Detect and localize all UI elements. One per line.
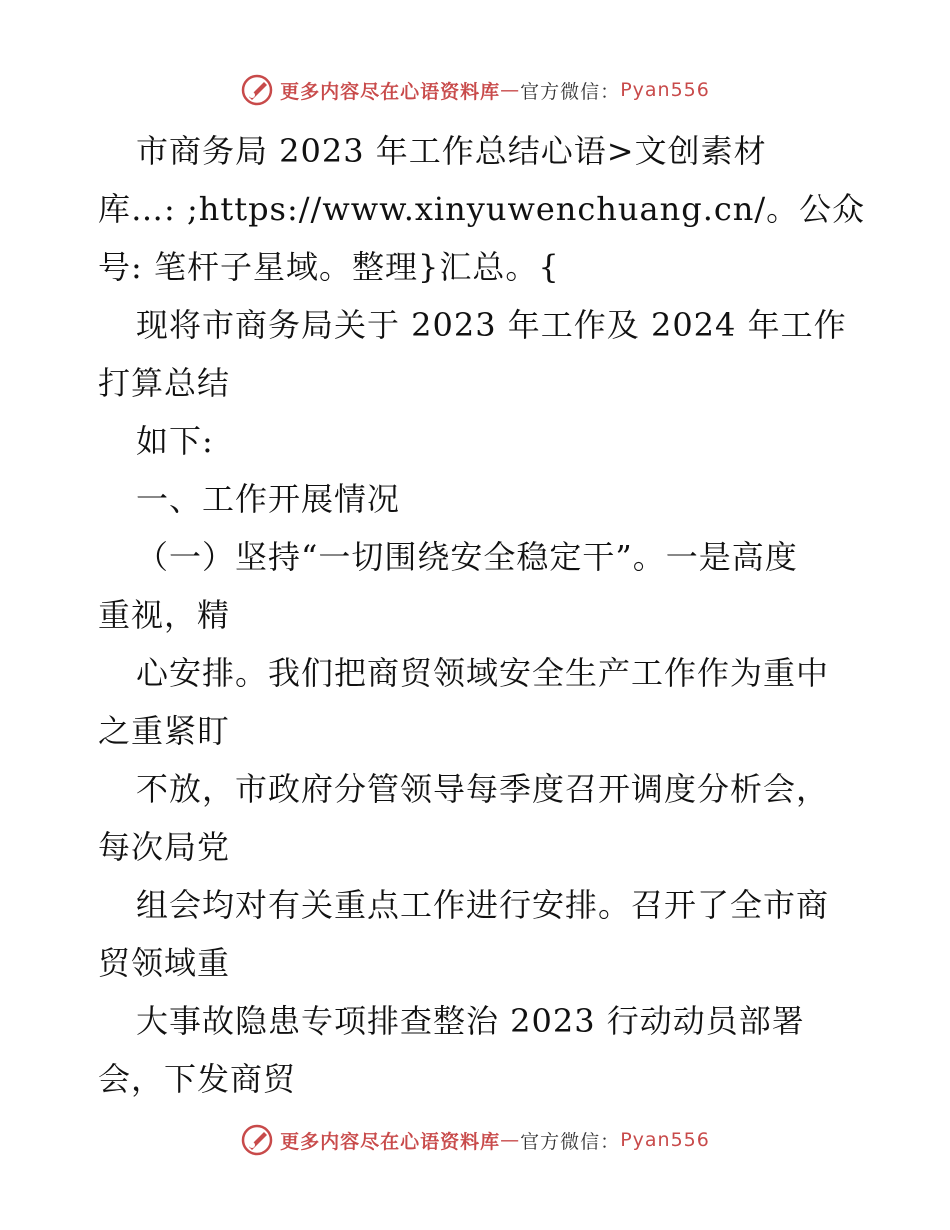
doc-line-15: 贸领域重 — [98, 944, 231, 982]
section-heading: 一、工作开展情况 — [136, 480, 401, 518]
doc-line-9: 重视，精 — [98, 596, 231, 634]
banner-wechat-label: 官方微信： — [520, 80, 621, 103]
footer-watermark-banner — [0, 1120, 950, 1160]
brand-logo-icon — [240, 73, 274, 107]
header-watermark-banner — [0, 70, 950, 110]
doc-line-3: 号: 笔杆子星域。整理}汇总。{ — [98, 248, 560, 286]
doc-line-16: 大事故隐患专项排查整治 2023 行动动员部署 — [136, 1002, 805, 1040]
banner-separator: — — [500, 79, 521, 101]
doc-line-13: 每次局党 — [98, 828, 231, 866]
doc-line-2: 库…: ;https://www.xinyuwenchuang.cn/。公众 — [98, 190, 866, 228]
banner-account: Pyan556 — [620, 79, 710, 101]
doc-line-8: （一）坚持“一切围绕安全稳定干”。一是高度 — [136, 538, 798, 576]
banner-separator: — — [500, 1129, 521, 1151]
doc-line-1: 市商务局 2023 年工作总结心语>文创素材 — [136, 132, 767, 170]
banner-main-text: 更多内容尽在心语资料库 — [280, 80, 501, 103]
banner-main-text: 更多内容尽在心语资料库 — [280, 1130, 501, 1153]
doc-line-5: 打算总结 — [98, 364, 231, 402]
brand-logo-icon — [240, 1123, 274, 1157]
document-body — [98, 122, 866, 1108]
banner-wechat-label: 官方微信： — [520, 1130, 621, 1153]
doc-line-11: 之重紧盯 — [98, 712, 231, 750]
doc-line-4: 现将市商务局关于 2023 年工作及 2024 年工作 — [136, 306, 847, 344]
doc-line-14: 组会均对有关重点工作进行安排。召开了全市商 — [136, 886, 830, 924]
doc-line-10: 心安排。我们把商贸领域安全生产工作作为重中 — [136, 654, 830, 692]
doc-line-6: 如下: — [136, 422, 214, 460]
banner-account: Pyan556 — [620, 1129, 710, 1151]
doc-line-17: 会，下发商贸 — [98, 1060, 297, 1098]
doc-line-12: 不放，市政府分管领导每季度召开调度分析会， — [136, 770, 830, 808]
